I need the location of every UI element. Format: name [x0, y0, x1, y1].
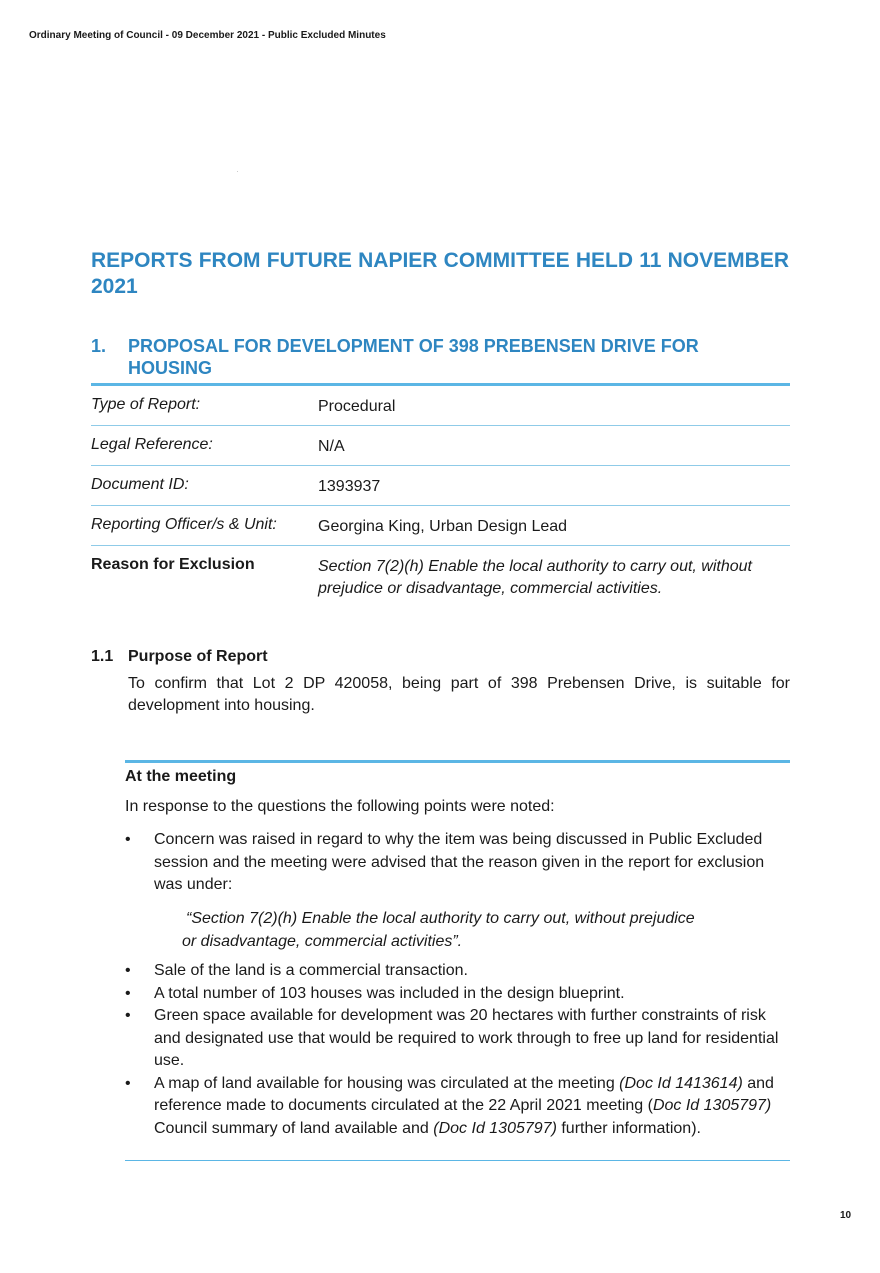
legal-value: N/A: [318, 438, 345, 455]
bullet-text-part: further information).: [556, 1119, 701, 1137]
bullet-icon: •: [125, 1074, 131, 1092]
meeting-bullet-list-a: [125, 829, 790, 897]
bullet-icon: •: [125, 1007, 131, 1024]
doc-reference: Doc Id 1305797): [652, 1097, 772, 1114]
bullet-text: A total number of 103 houses was included in the design blueprint.: [154, 984, 625, 1002]
report-details-table: [91, 386, 790, 618]
scan-speck: [237, 171, 238, 172]
list-item: [125, 829, 790, 897]
detail-row-officer: [91, 506, 790, 546]
bullet-text: Green space available for development was 20 hectares with further constraints of risk and designated use that would be required to work through to free up land for residential use.: [154, 1007, 779, 1069]
bullet-text: [154, 1075, 774, 1137]
purpose-number: 1.1: [91, 648, 114, 665]
detail-row-legal: [91, 426, 790, 466]
meeting-title: At the meeting: [125, 768, 237, 785]
legal-label: Legal Reference:: [91, 436, 213, 453]
bullet-icon: •: [125, 831, 131, 848]
detail-row-reason: [91, 546, 790, 618]
page-number: 10: [840, 1210, 852, 1221]
bullet-text-part: Council summary of land available and: [154, 1119, 434, 1137]
quote-line-1: “Section 7(2)(h) Enable the local authority to carry out, without prejudice: [186, 910, 695, 927]
meeting-box-top-rule: [125, 760, 790, 763]
detail-row-document: [91, 466, 790, 506]
section-title: REPORTS FROM FUTURE NAPIER COMMITTEE HELD 11 NOVEMBER 2021: [91, 249, 789, 298]
list-item: [125, 1005, 790, 1073]
meeting-intro: In response to the questions the following points were noted:: [125, 798, 555, 815]
reason-value: Section 7(2)(h) Enable the local authority to carry out, without prejudice or disadvantage, commercial activities.: [318, 558, 752, 597]
item-heading-text: PROPOSAL FOR DEVELOPMENT OF 398 PREBENSEN DRIVE FOR HOUSING: [128, 336, 699, 378]
bullet-text-part: A map of land available for housing was circulated at the meeting: [154, 1074, 620, 1092]
officer-value: Georgina King, Urban Design Lead: [318, 518, 568, 535]
bullet-icon: •: [125, 962, 131, 979]
quote-line-2: or disadvantage, commercial activities”.: [182, 932, 463, 950]
page-header: Ordinary Meeting of Council - 09 December 2021 - Public Excluded Minutes: [29, 30, 386, 41]
bullet-text: Sale of the land is a commercial transaction.: [154, 962, 468, 979]
type-label: Type of Report:: [91, 396, 201, 413]
type-value: Procedural: [318, 398, 396, 415]
bullet-text-part: and reference made to documents circulated at the 22 April 2021 meeting (: [154, 1074, 774, 1114]
quoted-reason: [182, 908, 782, 953]
list-item: [125, 1073, 790, 1141]
detail-row-type: [91, 386, 790, 426]
purpose-text: To confirm that Lot 2 DP 420058, being part of 398 Prebensen Drive, is suitable for development into housing.: [128, 675, 790, 714]
doc-reference: (Doc Id 1413614): [619, 1074, 743, 1092]
meeting-box-bottom-rule: [125, 1160, 790, 1161]
doc-reference: (Doc Id 1305797): [433, 1119, 557, 1137]
list-item: [125, 960, 790, 983]
reason-label: Reason for Exclusion: [91, 556, 255, 573]
purpose-title: Purpose of Report: [128, 648, 268, 665]
bullet-text: Concern was raised in regard to why the item was being discussed in Public Excluded session and the meeting were advised that the reason given in the report for exclusion was under:: [154, 831, 765, 893]
document-label: Document ID:: [91, 476, 189, 493]
item-number: 1.: [91, 336, 107, 356]
meeting-bullet-list-b: [125, 960, 790, 1140]
document-value: 1393937: [318, 478, 381, 495]
bullet-icon: •: [125, 984, 131, 1002]
list-item: [125, 983, 790, 1006]
officer-label: Reporting Officer/s & Unit:: [91, 516, 277, 533]
